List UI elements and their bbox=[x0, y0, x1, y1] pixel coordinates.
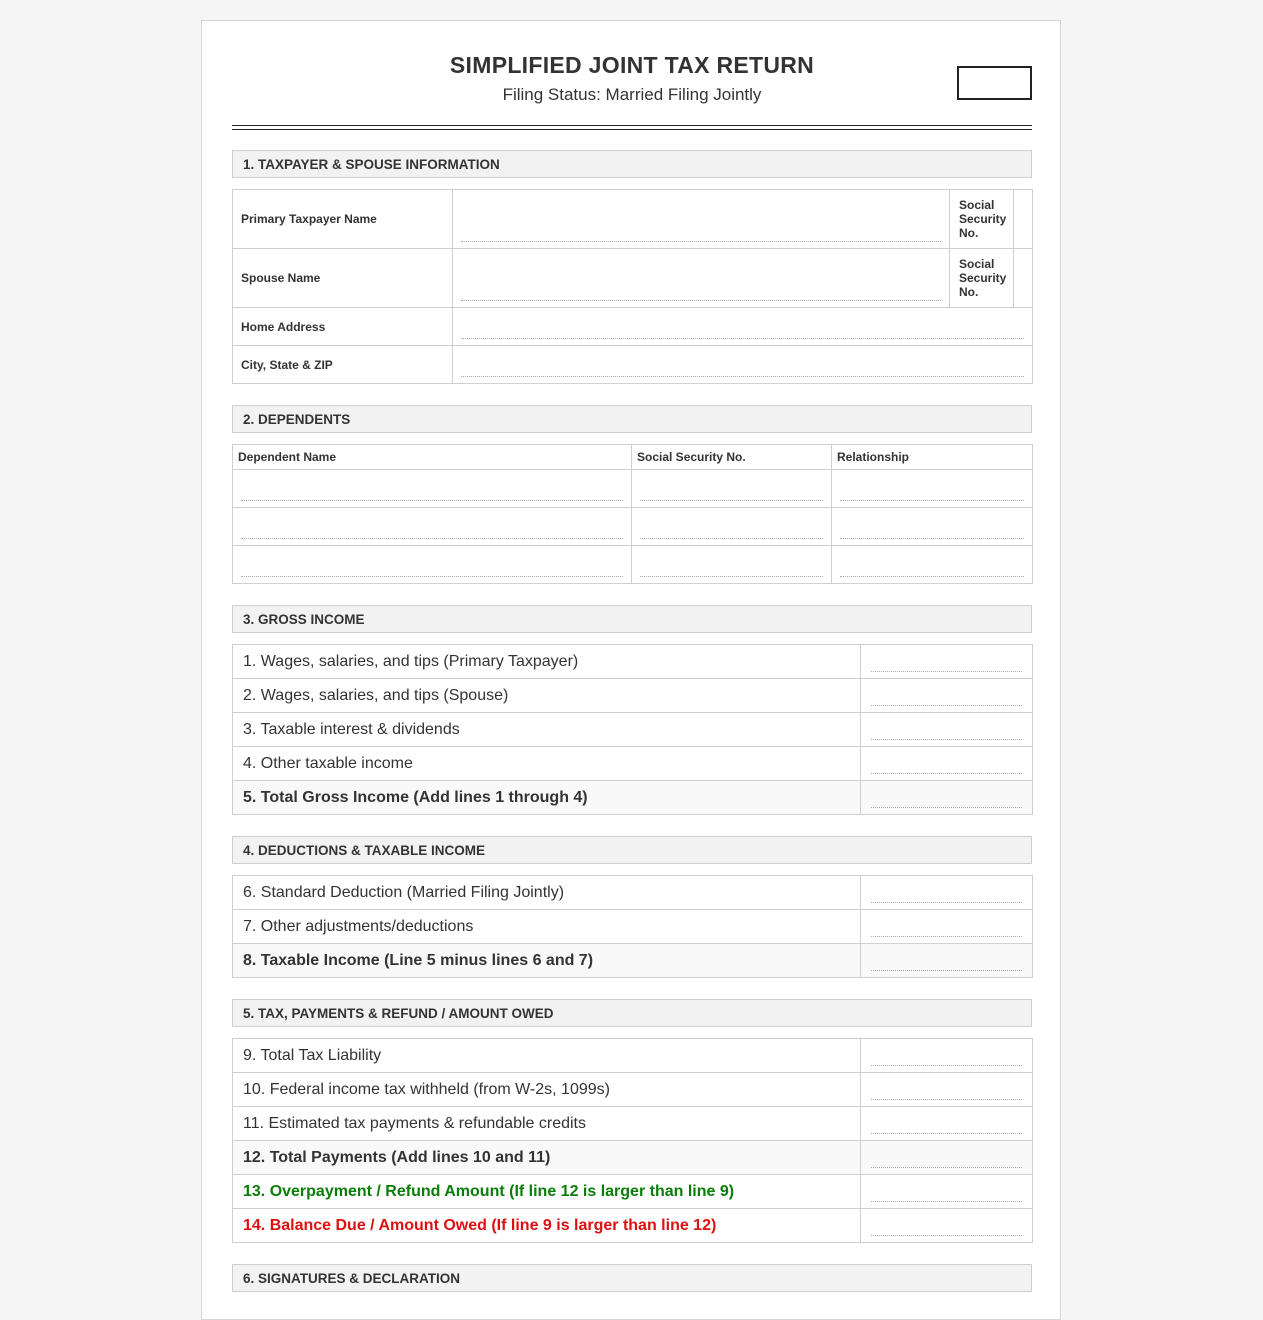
line-11-amount-field[interactable] bbox=[861, 1107, 1033, 1141]
spouse-ssn-field[interactable] bbox=[1014, 249, 1033, 308]
tax-payments-table bbox=[232, 1038, 1033, 1243]
relationship-header: Relationship bbox=[832, 445, 1033, 470]
line-row-refund bbox=[233, 1175, 1033, 1209]
form-id-box[interactable] bbox=[957, 66, 1032, 100]
line-14-label: 14. Balance Due / Amount Owed (If line 9 is larger than line 12) bbox=[233, 1209, 861, 1243]
taxpayer-info-table bbox=[232, 189, 1033, 384]
line-row bbox=[233, 713, 1033, 747]
line-13-amount-field[interactable] bbox=[861, 1175, 1033, 1209]
primary-ssn-field[interactable] bbox=[1014, 190, 1033, 249]
dependent-ssn-header: Social Security No. bbox=[632, 445, 832, 470]
section-3-title: 3. GROSS INCOME bbox=[232, 605, 1032, 633]
dependent-ssn-field[interactable] bbox=[632, 470, 832, 508]
line-row-owed bbox=[233, 1209, 1033, 1243]
relationship-field[interactable] bbox=[832, 508, 1033, 546]
city-state-zip-field[interactable] bbox=[453, 346, 1033, 384]
spouse-name-field[interactable] bbox=[453, 249, 950, 308]
form-header bbox=[232, 21, 1032, 125]
line-4-label: 4. Other taxable income bbox=[233, 747, 861, 781]
line-12-label: 12. Total Payments (Add lines 10 and 11) bbox=[233, 1141, 861, 1175]
line-5-amount-field[interactable] bbox=[861, 781, 1033, 815]
dependent-name-field[interactable] bbox=[233, 470, 632, 508]
form-content bbox=[232, 21, 1032, 1292]
line-5-label: 5. Total Gross Income (Add lines 1 through 4) bbox=[233, 781, 861, 815]
line-row bbox=[233, 1073, 1033, 1107]
deductions-table bbox=[232, 875, 1033, 978]
primary-ssn-label: Social Security No. bbox=[950, 190, 1014, 249]
section-6-title: 6. SIGNATURES & DECLARATION bbox=[232, 1264, 1032, 1292]
dependent-ssn-field[interactable] bbox=[632, 546, 832, 584]
line-2-amount-field[interactable] bbox=[861, 679, 1033, 713]
line-7-amount-field[interactable] bbox=[861, 910, 1033, 944]
home-address-label: Home Address bbox=[233, 308, 453, 346]
line-row-total bbox=[233, 781, 1033, 815]
line-6-amount-field[interactable] bbox=[861, 876, 1033, 910]
dependent-name-header: Dependent Name bbox=[233, 445, 632, 470]
section-5-title: 5. TAX, PAYMENTS & REFUND / AMOUNT OWED bbox=[232, 999, 1032, 1027]
line-row bbox=[233, 910, 1033, 944]
line-10-amount-field[interactable] bbox=[861, 1073, 1033, 1107]
line-4-amount-field[interactable] bbox=[861, 747, 1033, 781]
line-13-label: 13. Overpayment / Refund Amount (If line 12 is larger than line 9) bbox=[233, 1175, 861, 1209]
spouse-name-label: Spouse Name bbox=[233, 249, 453, 308]
line-3-label: 3. Taxable interest & dividends bbox=[233, 713, 861, 747]
home-address-field[interactable] bbox=[453, 308, 1033, 346]
dependent-name-field[interactable] bbox=[233, 546, 632, 584]
line-2-label: 2. Wages, salaries, and tips (Spouse) bbox=[233, 679, 861, 713]
line-row bbox=[233, 679, 1033, 713]
line-12-amount-field[interactable] bbox=[861, 1141, 1033, 1175]
section-1-title: 1. TAXPAYER & SPOUSE INFORMATION bbox=[232, 150, 1032, 178]
relationship-field[interactable] bbox=[832, 546, 1033, 584]
section-4-title: 4. DEDUCTIONS & TAXABLE INCOME bbox=[232, 836, 1032, 864]
line-8-amount-field[interactable] bbox=[861, 944, 1033, 978]
dependent-row bbox=[233, 546, 1033, 584]
line-1-amount-field[interactable] bbox=[861, 645, 1033, 679]
spouse-ssn-label: Social Security No. bbox=[950, 249, 1014, 308]
form-page bbox=[201, 20, 1061, 1320]
line-row bbox=[233, 1107, 1033, 1141]
dependent-row bbox=[233, 508, 1033, 546]
line-3-amount-field[interactable] bbox=[861, 713, 1033, 747]
line-14-amount-field[interactable] bbox=[861, 1209, 1033, 1243]
line-9-amount-field[interactable] bbox=[861, 1039, 1033, 1073]
line-7-label: 7. Other adjustments/deductions bbox=[233, 910, 861, 944]
gross-income-table bbox=[232, 644, 1033, 815]
line-6-label: 6. Standard Deduction (Married Filing Jointly) bbox=[233, 876, 861, 910]
line-row bbox=[233, 645, 1033, 679]
dependents-table bbox=[232, 444, 1033, 584]
line-8-label: 8. Taxable Income (Line 5 minus lines 6 and 7) bbox=[233, 944, 861, 978]
line-row bbox=[233, 876, 1033, 910]
relationship-field[interactable] bbox=[832, 470, 1033, 508]
line-row bbox=[233, 1039, 1033, 1073]
form-title: SIMPLIFIED JOINT TAX RETURN bbox=[449, 52, 815, 78]
line-11-label: 11. Estimated tax payments & refundable credits bbox=[233, 1107, 861, 1141]
dependent-name-field[interactable] bbox=[233, 508, 632, 546]
line-9-label: 9. Total Tax Liability bbox=[233, 1039, 861, 1073]
line-1-label: 1. Wages, salaries, and tips (Primary Taxpayer) bbox=[233, 645, 861, 679]
primary-taxpayer-name-field[interactable] bbox=[453, 190, 950, 249]
line-10-label: 10. Federal income tax withheld (from W-2s, 1099s) bbox=[233, 1073, 861, 1107]
line-row bbox=[233, 747, 1033, 781]
section-2-title: 2. DEPENDENTS bbox=[232, 405, 1032, 433]
primary-taxpayer-label: Primary Taxpayer Name bbox=[233, 190, 453, 249]
line-row-total bbox=[233, 1141, 1033, 1175]
dependent-row bbox=[233, 470, 1033, 508]
filing-status: Filing Status: Married Filing Jointly bbox=[502, 85, 762, 104]
line-row-total bbox=[233, 944, 1033, 978]
city-state-zip-label: City, State & ZIP bbox=[233, 346, 453, 384]
dependent-ssn-field[interactable] bbox=[632, 508, 832, 546]
